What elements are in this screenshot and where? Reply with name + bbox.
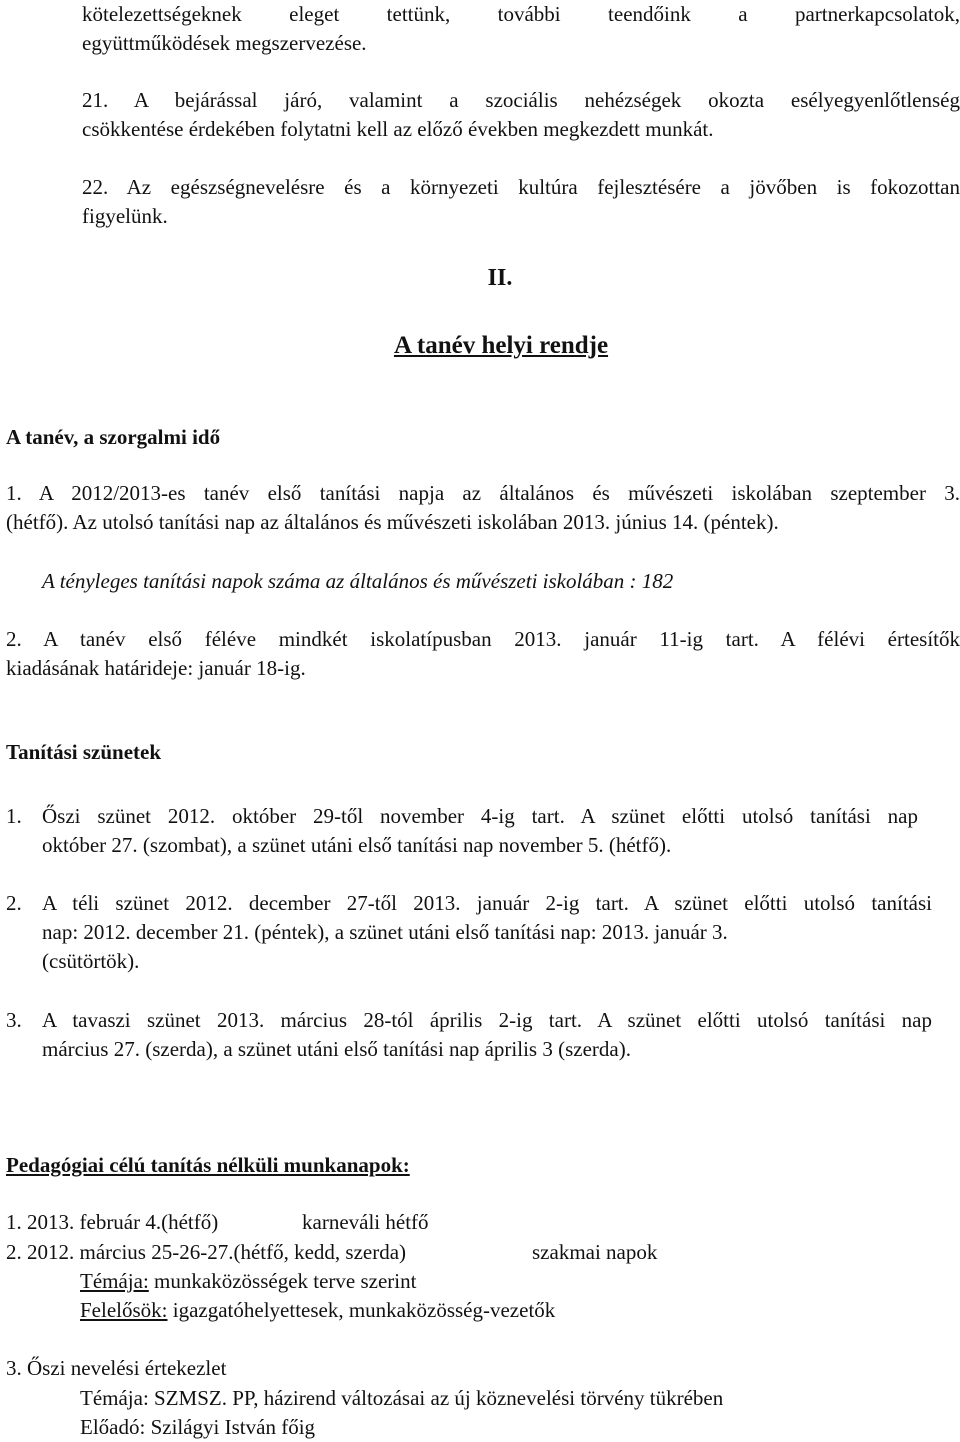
- workday-date: 2. 2012. március 25-26-27.(hétfő, kedd, szerda): [6, 1240, 407, 1264]
- workday-description: karneváli hétfő: [302, 1210, 429, 1234]
- list-item-21-line: 21. A bejárással járó, valamint a szociális nehézségek okozta esélyegyenlőtlenség: [82, 88, 960, 112]
- list-item-22-line: 22. Az egészségnevelésre és a környezeti kultúra fejlesztésére a jövőben is fokozottan: [82, 175, 960, 199]
- paragraph-line: 2. A tanév első féléve mindkét iskolatípusban 2013. január 11-ig tart. A félévi értesítők: [6, 627, 960, 651]
- list-item-21-line: csökkentése érdekében folytatni kell az előző években megkezdett munkát.: [82, 117, 714, 141]
- list-number: 1.: [6, 804, 22, 828]
- responsible-label: Felelősök:: [80, 1298, 168, 1322]
- responsible-line: [80, 1296, 555, 1325]
- list-item-line: A tavaszi szünet 2013. március 28-tól április 2-ig tart. A szünet előtti utolsó tanítási nap: [42, 1008, 932, 1032]
- topic-line: [80, 1267, 416, 1296]
- list-item-line: március 27. (szerda), a szünet utáni első tanítási nap április 3 (szerda).: [42, 1037, 631, 1061]
- paragraph-line: együttműködések megszervezése.: [82, 31, 367, 55]
- list-item-line: nap: 2012. december 21. (péntek), a szünet utáni első tanítási nap: 2013. január 3.: [42, 920, 728, 944]
- section-number: II.: [487, 265, 513, 291]
- list-number: 2.: [6, 891, 22, 915]
- workday-item: 3. Őszi nevelési értekezlet: [6, 1356, 227, 1380]
- subsection-heading: A tanév, a szorgalmi idő: [6, 425, 221, 449]
- topic-value: munkaközösségek terve szerint: [148, 1269, 417, 1293]
- responsible-value: igazgatóhelyettesek, munkaközösség-vezetők: [167, 1298, 556, 1322]
- list-item-line: A téli szünet 2012. december 27-től 2013. január 2-ig tart. A szünet előtti utolsó tanítási: [42, 891, 932, 915]
- workday-description: szakmai napok: [532, 1240, 658, 1264]
- italic-note: A tényleges tanítási napok száma az általános és művészeti iskolában : 182: [42, 569, 674, 593]
- topic-label: Témája:: [80, 1269, 149, 1293]
- paragraph-line: 1. A 2012/2013-es tanév első tanítási napja az általános és művészeti iskolában szeptember 3.: [6, 481, 960, 505]
- subsection-heading: Pedagógiai célú tanítás nélküli munkanapok:: [6, 1153, 410, 1177]
- presenter-line: Előadó: Szilágyi István főig: [80, 1415, 316, 1439]
- topic-line: Témája: SZMSZ. PP, házirend változásai az új köznevelési törvény tükrében: [80, 1386, 724, 1410]
- list-item-line: október 27. (szombat), a szünet utáni első tanítási nap november 5. (hétfő).: [42, 833, 672, 857]
- list-number: 3.: [6, 1008, 22, 1032]
- subsection-heading: Tanítási szünetek: [6, 740, 162, 764]
- list-item-line: Őszi szünet 2012. október 29-től november 4-ig tart. A szünet előtti utolsó tanítási nap: [42, 804, 918, 828]
- list-item-line: (csütörtök).: [42, 949, 140, 973]
- paragraph-line: (hétfő). Az utolsó tanítási nap az általános és művészeti iskolában 2013. június 14. (péntek).: [6, 510, 779, 534]
- list-item-22-line: figyelünk.: [82, 204, 168, 228]
- section-title: A tanév helyi rendje: [393, 332, 609, 359]
- workday-date: 1. 2013. február 4.(hétfő): [6, 1210, 219, 1234]
- paragraph-line: kötelezettségeknek eleget tettünk, további teendőink a partnerkapcsolatok,: [82, 2, 960, 26]
- paragraph-line: kiadásának határideje: január 18-ig.: [6, 656, 306, 680]
